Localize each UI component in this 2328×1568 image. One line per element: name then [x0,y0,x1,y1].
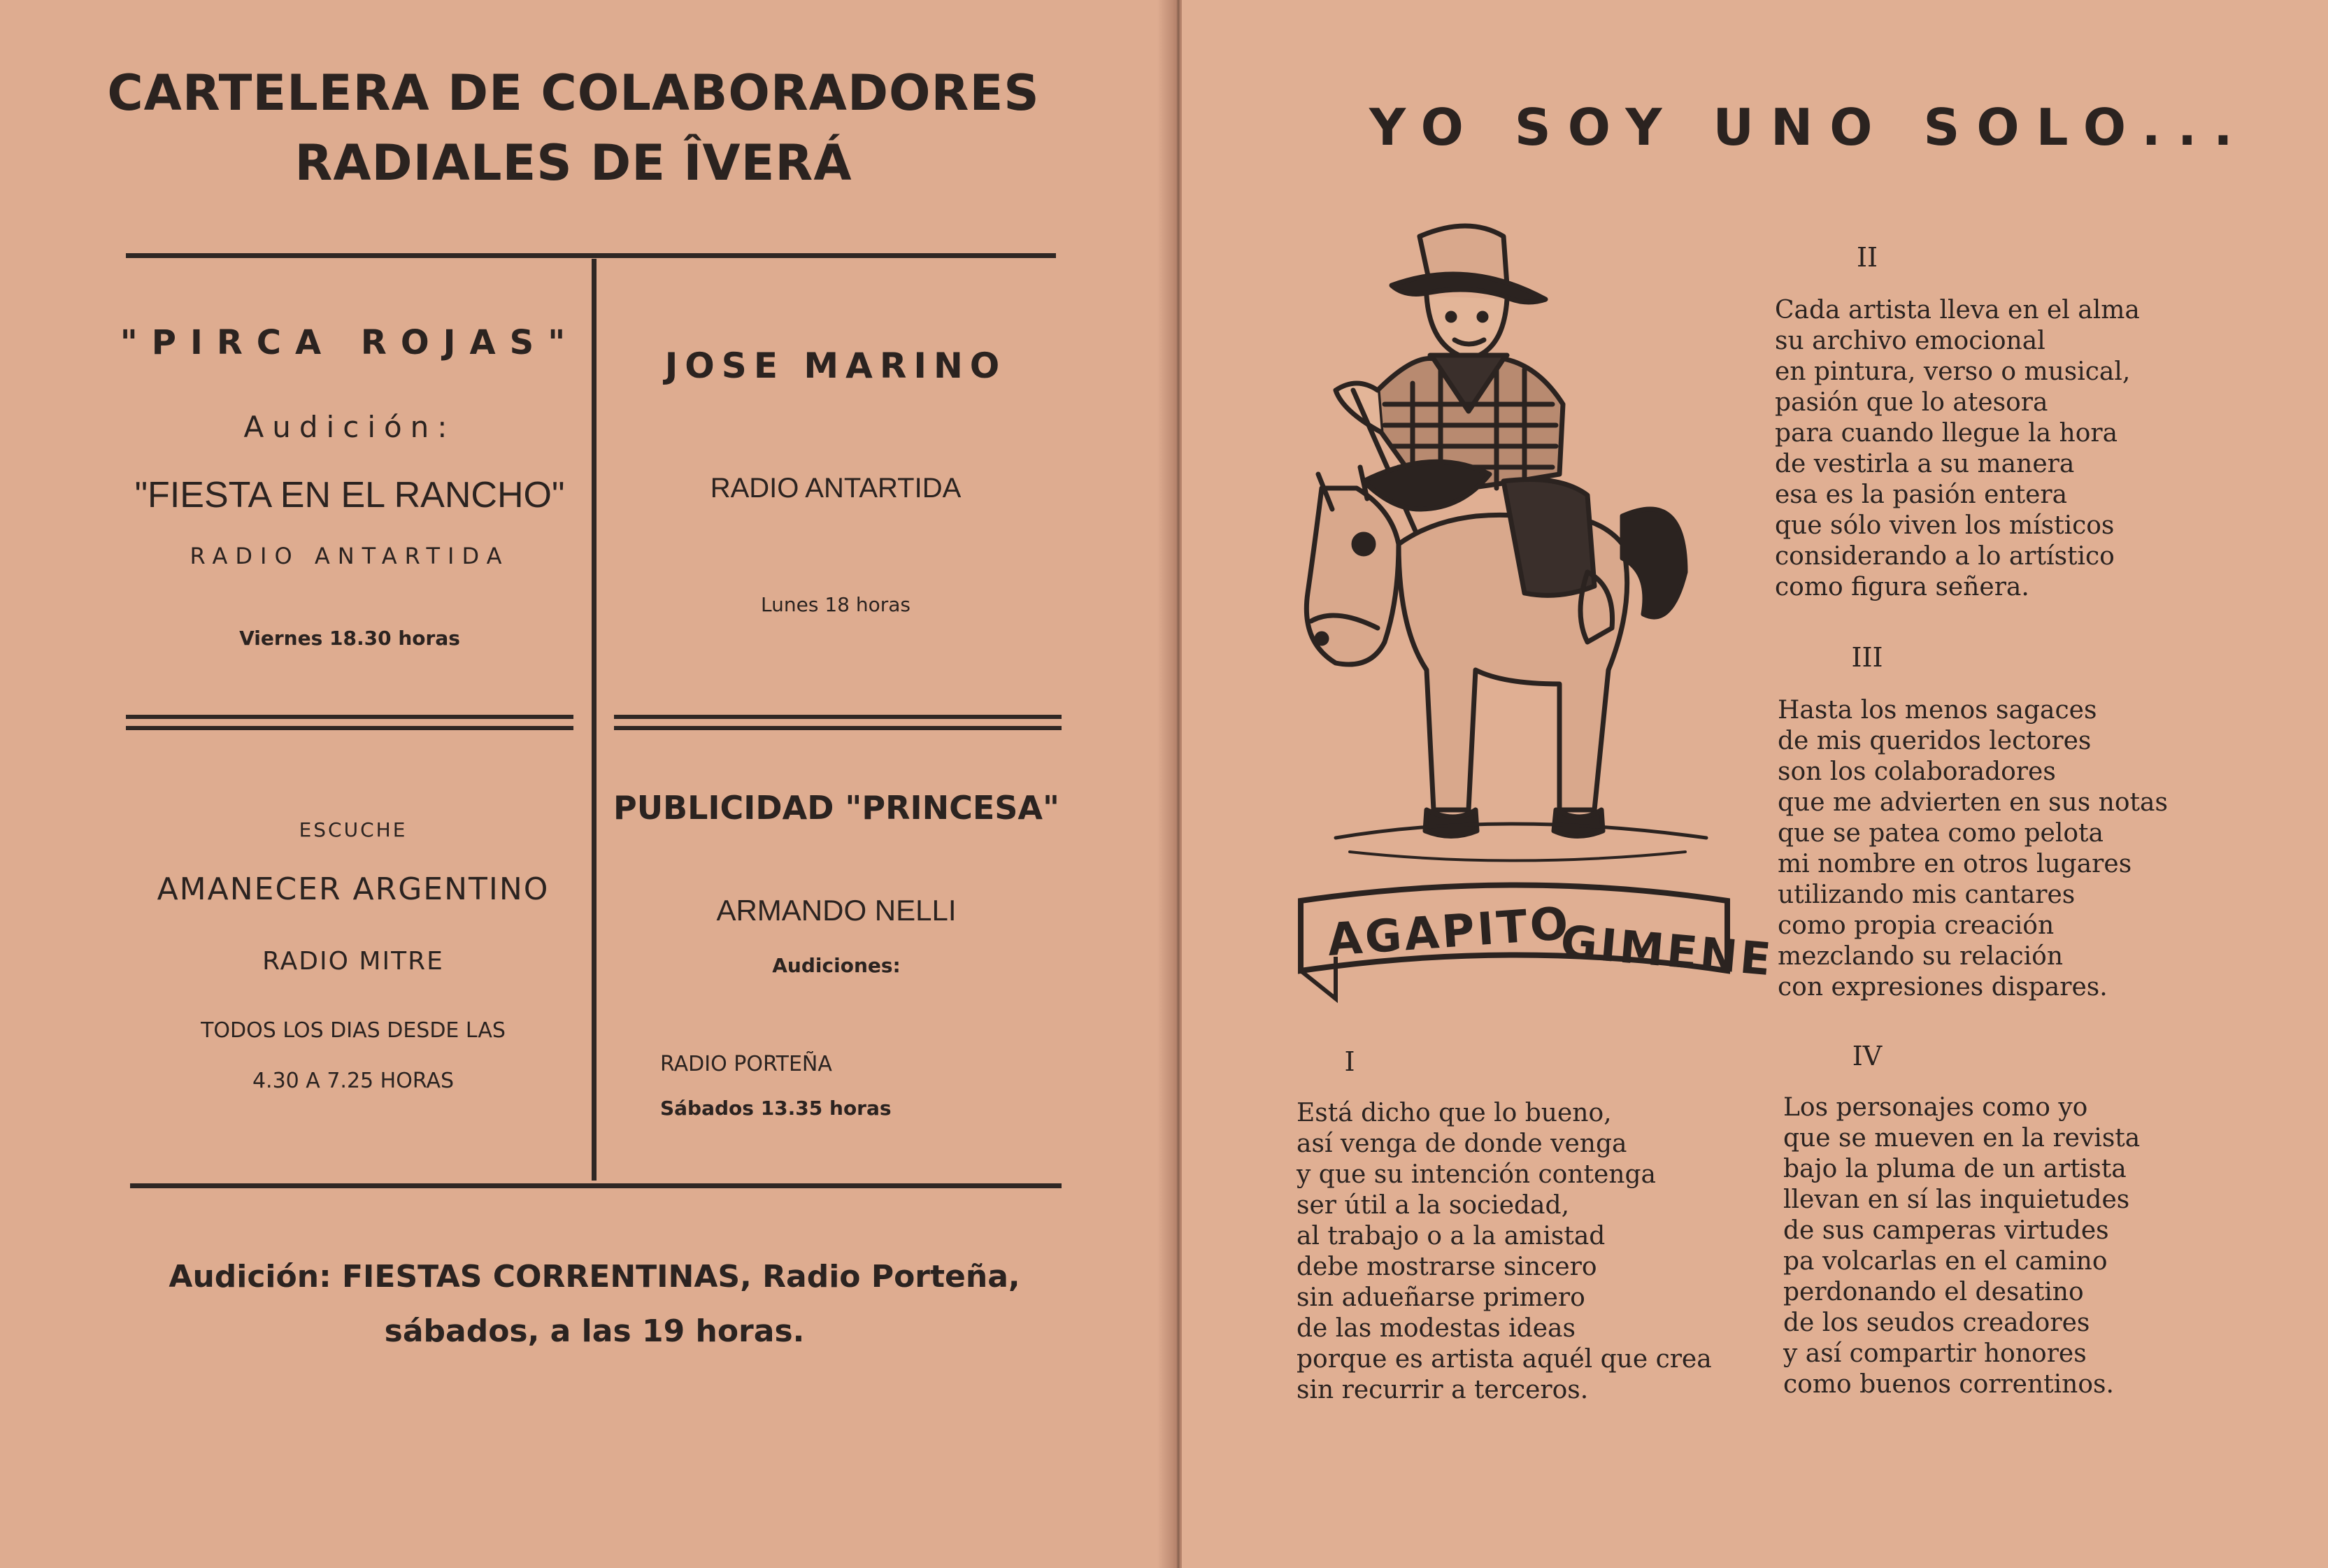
stanza-4-line-9: y así compartir honores [1783,1339,2087,1368]
banner-left-text: AGAPITO [1325,897,1573,967]
stanza-1-line-7: sin adueñarse primero [1297,1283,1585,1312]
stanza-2-line-9: considerando a lo artístico [1775,542,2115,571]
center-divider [592,259,597,1181]
stanza-1-line-1: Está dicho que lo bueno, [1297,1099,1612,1127]
stanza-2-line-1: Cada artista lleva en el alma [1775,296,2140,325]
right-page [1182,0,2328,1568]
box1-program: "FIESTA EN EL RANCHO" [134,475,565,515]
stanza-2-line-10: como figura señera. [1775,573,2029,601]
stanza-2-line-6: de vestirla a su manera [1775,450,2075,478]
stanza-4-line-1: Los personajes como yo [1783,1093,2088,1122]
mid-rule-right-b [614,726,1062,730]
stanza-2-lines [1775,295,2140,603]
box3-schedule-line1: TODOS LOS DIAS DESDE LAS [201,1018,506,1043]
stanza-3-lines [1778,695,2168,1003]
stanza-1-line-4: ser útil a la sociedad, [1297,1191,1570,1220]
stanza-2-line-4: pasión que lo atesora [1775,388,2048,417]
stanza-3-numeral: III [1851,642,1883,673]
stanza-4-line-4: llevan en sí las inquietudes [1783,1185,2130,1214]
box4-title: PUBLICIDAD "PRINCESA" [613,789,1059,827]
box3-program: AMANECER ARGENTINO [157,871,550,907]
footer-line2: sábados, a las 19 horas. [384,1313,805,1349]
stanza-4-numeral: IV [1852,1041,1883,1071]
stanza-1-lines [1297,1098,1712,1406]
stanza-1-line-6: debe mostrarse sincero [1297,1253,1597,1281]
stanza-1-line-2: así venga de donde venga [1297,1129,1627,1158]
bottom-rule [130,1183,1062,1188]
stanza-4-line-7: perdonando el desatino [1783,1278,2084,1306]
box3-station: RADIO MITRE [262,947,444,976]
stanza-3-line-6: mi nombre en otros lugares [1778,850,2132,878]
stanza-3-line-9: mezclando su relación [1778,942,2064,971]
stanza-3-line-4: que me advierten en sus notas [1778,788,2168,817]
stanza-1-line-5: al trabajo o a la amistad [1297,1222,1606,1250]
box1-label: Audición: [243,410,456,444]
stanza-3-line-8: como propia creación [1778,911,2055,940]
box4-name: ARMANDO NELLI [716,894,957,927]
left-title-line1: CARTELERA DE COLABORADORES [107,64,1040,122]
stanza-3-line-3: son los colaboradores [1778,757,2056,786]
stanza-2-line-2: su archivo emocional [1775,327,2045,355]
stanza-2-line-8: que sólo viven los místicos [1775,511,2115,540]
stanza-3-line-10: con expresiones dispares. [1778,973,2108,1002]
stanza-4-line-5: de sus camperas virtudes [1783,1216,2109,1245]
left-title-line2: RADIALES DE ÎVERÁ [294,134,852,192]
box2-station: RADIO ANTARTIDA [710,473,962,504]
stanza-1-numeral: I [1344,1046,1355,1077]
stanza-4-line-10: como buenos correntinos. [1783,1370,2114,1399]
box3-schedule-line2: 4.30 A 7.25 HORAS [252,1069,455,1093]
mid-rule-left-a [126,715,573,719]
stanza-3-line-5: que se patea como pelota [1778,819,2104,848]
box1-schedule: Viernes 18.30 horas [239,627,460,650]
stanza-3-line-7: utilizando mis cantares [1778,881,2076,909]
box3-prefix: ESCUCHE [299,818,408,841]
right-title: YO SOY UNO SOLO... [1369,98,2250,157]
gaucho-on-horse-illustration [1294,180,1776,1013]
stanza-4-lines [1783,1092,2140,1400]
box4-schedule: Sábados 13.35 horas [660,1097,892,1120]
stanza-4-line-3: bajo la pluma de un artista [1783,1155,2127,1183]
stanza-4-line-2: que se mueven en la revista [1783,1124,2141,1153]
stanza-1-line-3: y que su intención contenga [1297,1160,1656,1189]
stanza-2-line-7: esa es la pasión entera [1775,480,2068,509]
mid-rule-right-a [614,715,1062,719]
top-rule [126,253,1056,258]
box4-station: RADIO PORTEÑA [660,1052,832,1076]
stanza-4-line-6: pa volcarlas en el camino [1783,1247,2108,1276]
stanza-4-line-8: de los seudos creadores [1783,1309,2090,1337]
footer-line1: Audición: FIESTAS CORRENTINAS, Radio Porteña, [169,1259,1020,1295]
stanza-3-line-1: Hasta los menos sagaces [1778,696,2097,725]
stanza-1-line-9: porque es artista aquél que crea [1297,1345,1712,1374]
stanza-1-line-10: sin recurrir a terceros. [1297,1376,1589,1404]
box2-schedule: Lunes 18 horas [761,593,911,616]
stanza-2-line-5: para cuando llegue la hora [1775,419,2118,448]
banner-right-text: GIMENE [1558,916,1776,987]
stanza-1-line-8: de las modestas ideas [1297,1314,1576,1343]
box4-label: Audiciones: [772,954,901,977]
stanza-2-numeral: II [1856,242,1878,273]
box1-name: "PIRCA ROJAS" [120,323,580,362]
box2-name: JOSE MARINO [664,345,1007,386]
box1-station: RADIO ANTARTIDA [190,543,510,569]
stanza-2-line-3: en pintura, verso o musical, [1775,357,2131,386]
mid-rule-left-b [126,726,573,730]
stanza-3-line-2: de mis queridos lectores [1778,727,2092,755]
